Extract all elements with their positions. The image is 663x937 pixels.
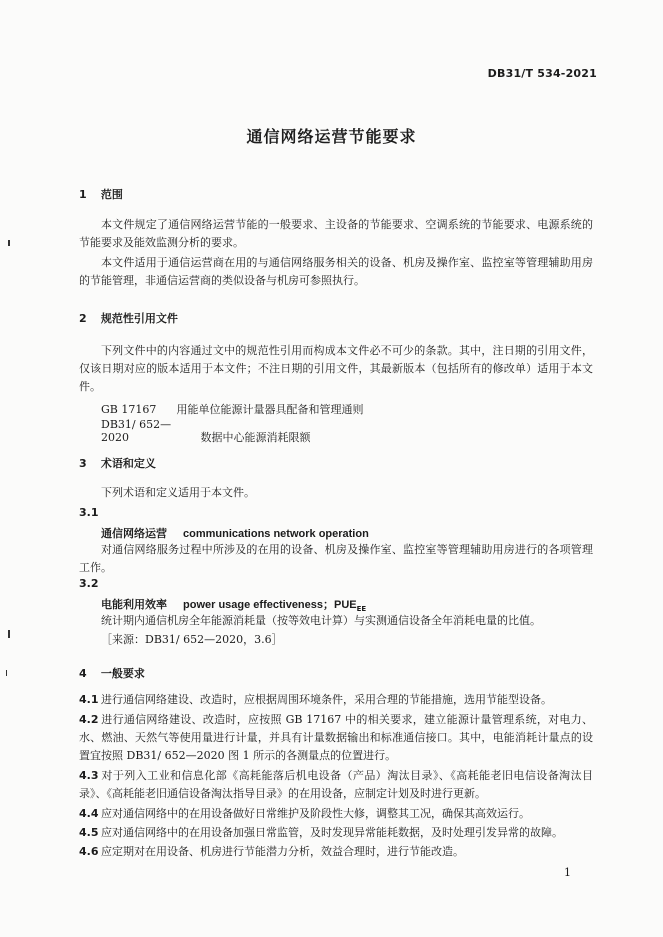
section-title: 规范性引用文件	[100, 312, 178, 325]
term-definition: 对通信网络服务过程中所涉及的在用的设备、机房及操作室、监控室等管理辅助用房进行的各项管理工作。	[79, 543, 593, 574]
document-title: 通信网络运营节能要求	[246, 127, 417, 146]
section-1-paragraph-1: 本文件规定了通信网络运营节能的一般要求、主设备的节能要求、空调系统的节能要求、电源系统的节能要求及能效监测分析的要求。	[79, 218, 593, 249]
clause	[79, 691, 593, 709]
term-heading	[101, 596, 366, 613]
section-number: 4	[79, 667, 87, 680]
clause-text: 对于列入工业和信息化部《高耗能落后机电设备（产品）淘汰目录》、《高耗能老旧电信设备淘汰目录》、《高耗能老旧通信设备淘汰指导目录》的在用设备，应制定计划及时进行更新。	[79, 769, 593, 800]
section-title: 术语和定义	[100, 457, 156, 470]
section-2-heading	[79, 310, 178, 326]
reference-item	[101, 401, 364, 417]
section-number: 2	[79, 312, 87, 325]
clause-text: 进行通信网络建设、改造时，应按照 GB 17167 中的相关要求，建立能源计量管理系统，对电力、水、燃油、天然气等使用量进行计量，并具有计量数据输出和标准通信接口。其中，电能消耗计量点的设置宜按照 DB31/ 652—2020 图 1 所示的各测量点的位置进行。	[79, 713, 593, 762]
section-3-paragraph-1: 下列术语和定义适用于本文件。	[101, 486, 255, 499]
section-4-heading	[79, 665, 145, 681]
clause-number: 4.2	[79, 713, 99, 726]
section-number: 3	[79, 457, 87, 470]
reference-name: 用能单位能源计量器具配备和管理通则	[176, 403, 364, 416]
page-number: 1	[564, 866, 571, 879]
term-english: power usage effectiveness；PUE	[183, 599, 357, 611]
section-1-paragraph-2: 本文件适用于通信运营商在用的与通信网络服务相关的设备、机房及操作室、监控室等管理辅助用房的节能管理，非通信运营商的类似设备与机房可参照执行。	[79, 256, 593, 287]
clause-text: 应对通信网络中的在用设备做好日常维护及阶段性大修，调整其工况，确保其高效运行。	[101, 807, 530, 820]
clause	[79, 767, 593, 803]
term-number: 3.1	[79, 506, 99, 519]
clause-number: 4.6	[79, 845, 99, 858]
clause-number: 4.4	[79, 807, 99, 820]
section-3-heading	[79, 455, 156, 471]
reference-code: DB31/ 652—2020	[101, 418, 172, 444]
term-number: 3.2	[79, 577, 99, 590]
term-definition: 统计期内通信机房全年能源消耗量（按等效电计算）与实测通信设备全年消耗电量的比值。	[101, 614, 541, 627]
section-number: 1	[79, 188, 87, 201]
clause-text: 应定期对在用设备、机房进行节能潜力分析，效益合理时，进行节能改造。	[101, 845, 464, 858]
scan-mark	[8, 240, 10, 246]
term-chinese: 通信网络运营	[101, 527, 167, 540]
clause-text: 进行通信网络建设、改造时，应根据周围环境条件，采用合理的节能措施，选用节能型设备。	[101, 693, 552, 706]
clause-text: 应对通信网络中的在用设备加强日常监管，及时发现异常能耗数据，及时处理引发异常的故障。	[101, 826, 563, 839]
term-chinese: 电能利用效率	[101, 598, 167, 611]
clause	[79, 843, 593, 861]
clause	[79, 824, 593, 842]
clause-number: 4.1	[79, 693, 99, 706]
section-title: 一般要求	[100, 667, 145, 680]
reference-item	[101, 418, 311, 445]
term-english: communications network operation	[183, 528, 369, 540]
clause-number: 4.3	[79, 769, 99, 782]
reference-code: GB 17167	[101, 403, 157, 416]
clause-number: 4.5	[79, 826, 99, 839]
term-source: ［来源：DB31/ 652—2020，3.6］	[101, 633, 283, 646]
clause	[79, 805, 593, 823]
section-title: 范围	[100, 188, 123, 201]
section-1-heading	[79, 186, 123, 202]
section-2-paragraph-1: 下列文件中的内容通过文中的规范性引用而构成本文件必不可少的条款。其中，注日期的引用文件，仅该日期对应的版本适用于本文件；不注日期的引用文件，其最新版本（包括所有的修改单）适用于本文件。	[79, 344, 593, 393]
clause	[79, 711, 593, 765]
scan-mark	[6, 670, 7, 676]
term-subscript: EE	[356, 605, 367, 614]
scan-mark	[8, 630, 10, 638]
document-code: DB31/T 534-2021	[487, 67, 597, 80]
term-heading	[101, 525, 369, 541]
reference-name: 数据中心能源消耗限额	[200, 431, 311, 444]
